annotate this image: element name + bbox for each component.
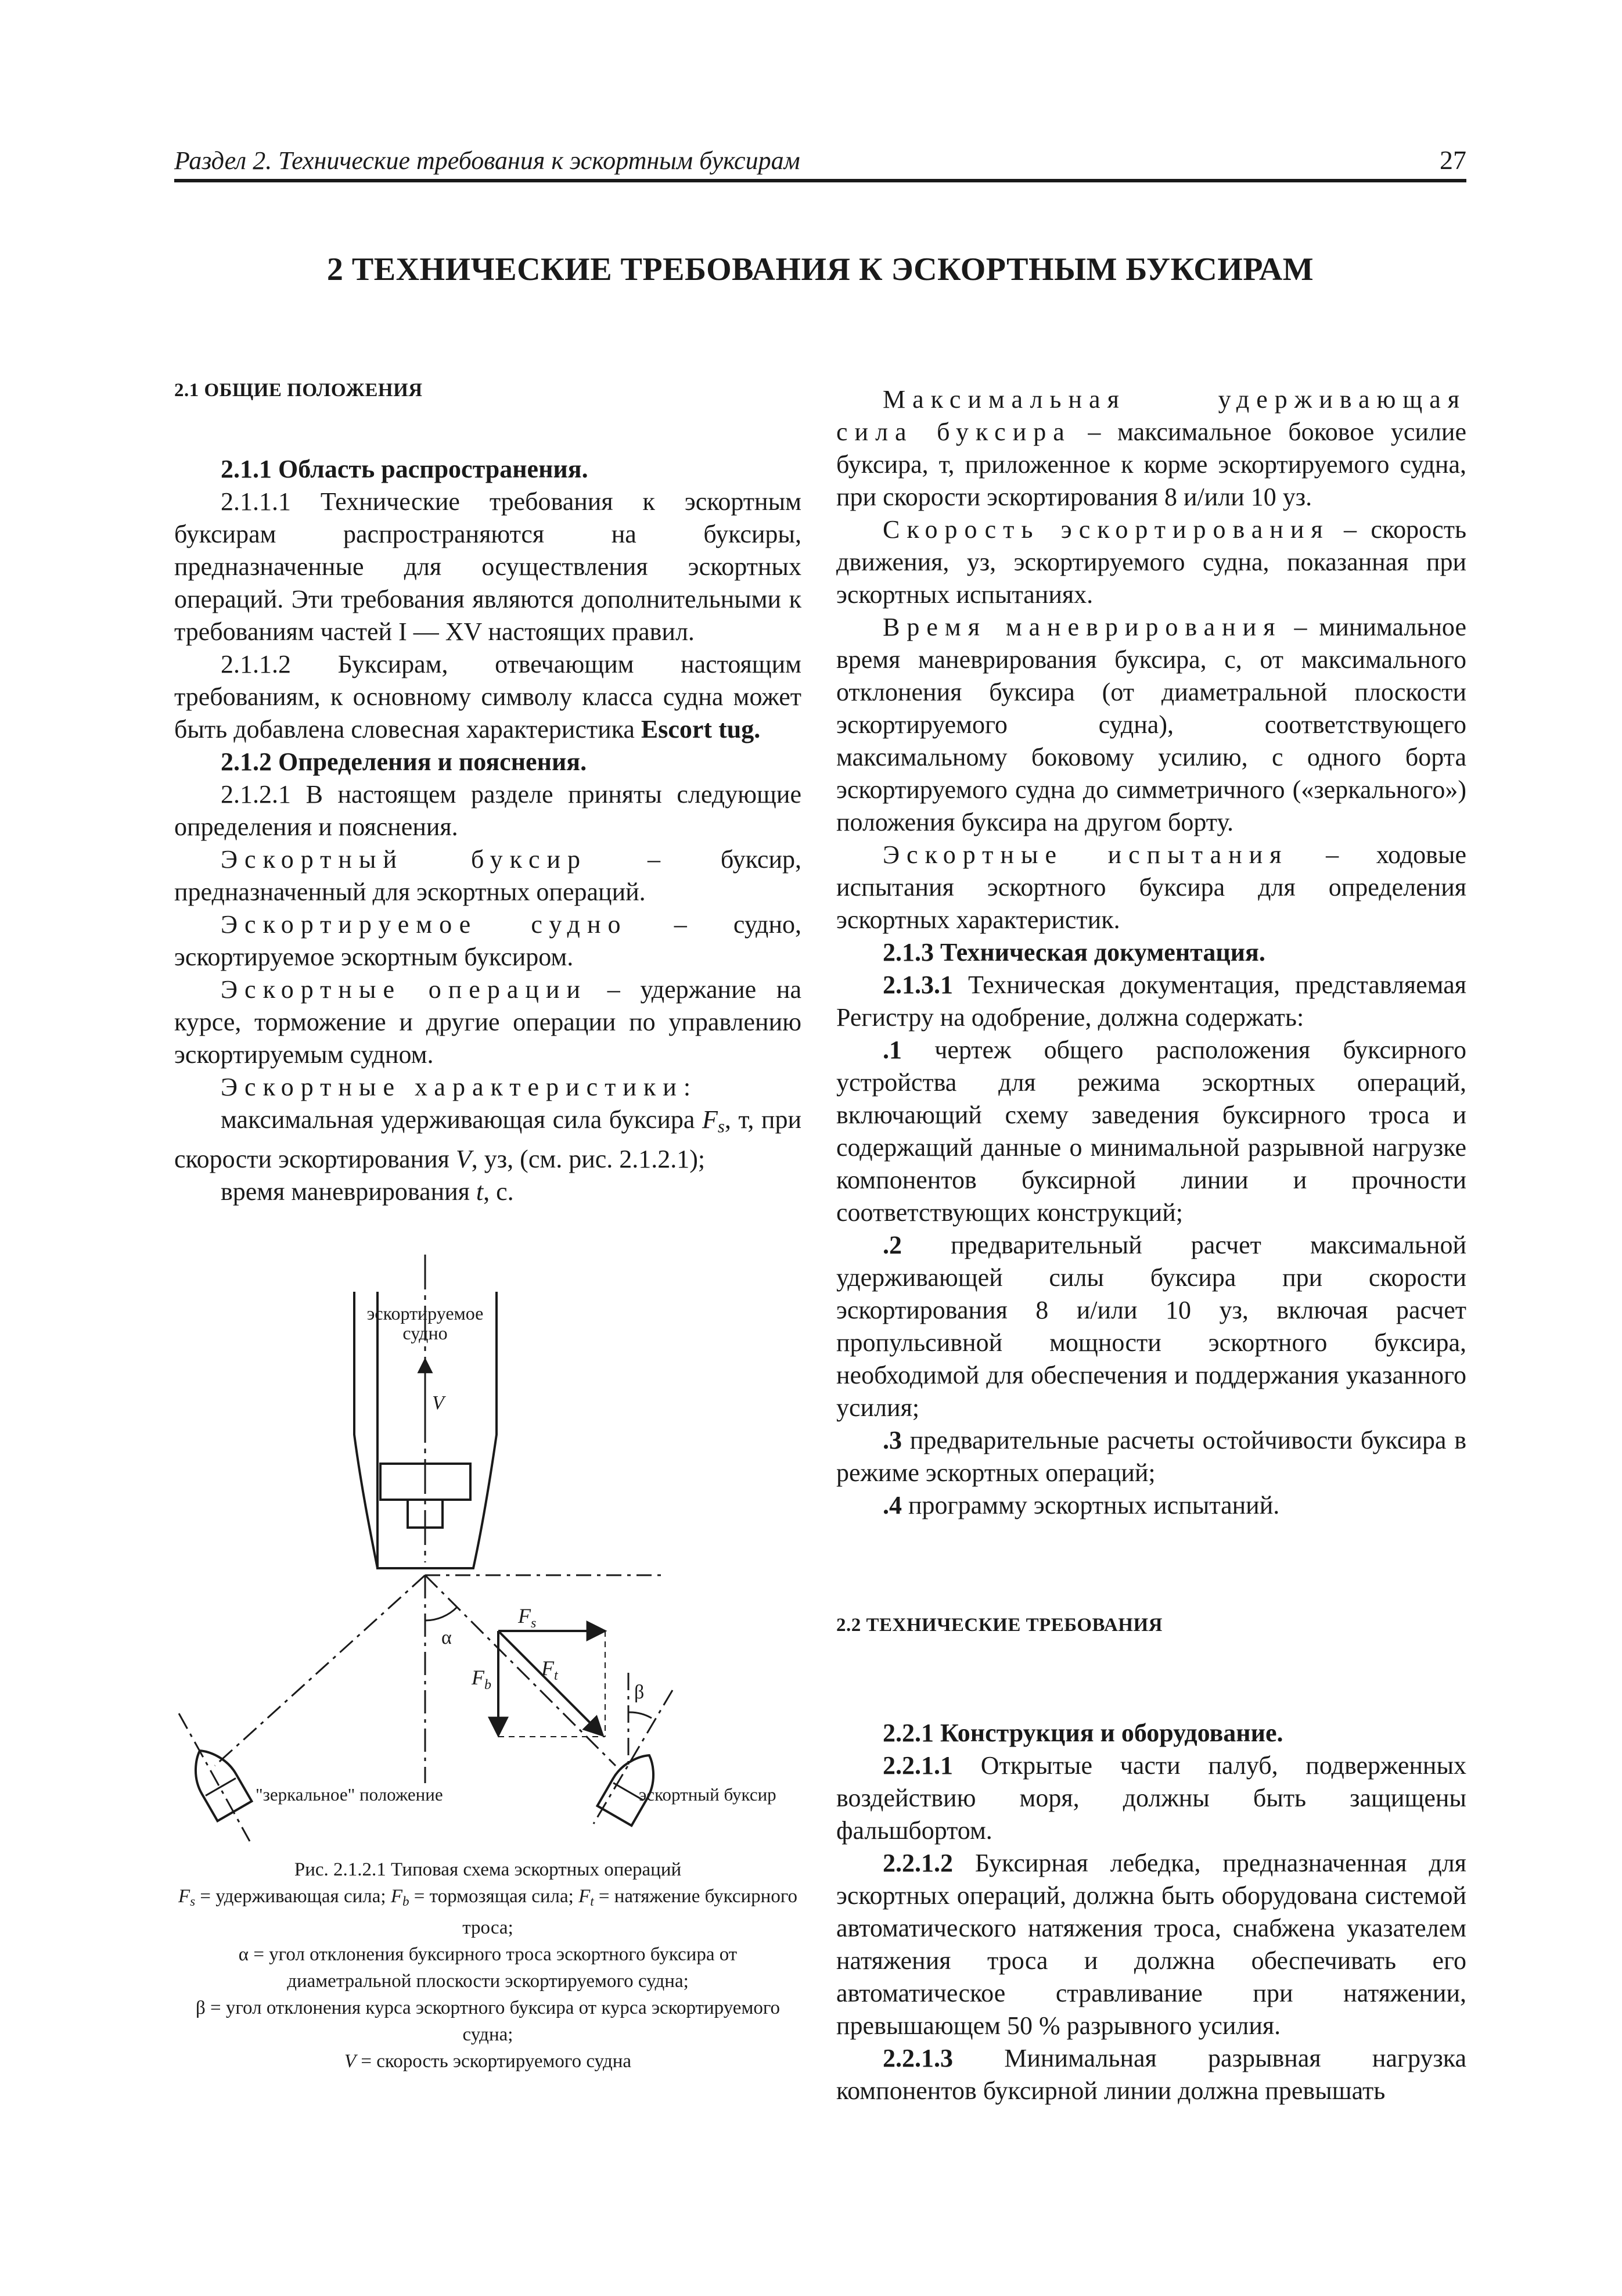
label-escort-tug: эскортный буксир bbox=[639, 1784, 776, 1805]
caption-speed bbox=[174, 2048, 801, 2075]
paragraph-2-2-1-3 bbox=[836, 2042, 1466, 2107]
characteristic-max-force bbox=[174, 1104, 801, 1176]
subsection-title-2-1-1: 2.1.1 Область распространения. bbox=[221, 455, 588, 483]
item-number: .2 bbox=[883, 1231, 902, 1259]
text-part: , уз, (см. рис. 2.1.2.1); bbox=[471, 1144, 706, 1173]
caption-alpha: α = угол отклонения буксирного троса эскортного буксира от диаметральной плоскости эскортируемого судна; bbox=[238, 1943, 738, 1992]
definition-escort-operations bbox=[174, 973, 801, 1071]
paragraph-2-1-3-1 bbox=[836, 969, 1466, 1034]
item-number: .3 bbox=[883, 1426, 902, 1454]
figure-caption bbox=[174, 1856, 801, 2075]
definition-text: – удержание на курсе, торможение и другие операции по управлению эскортируемым судном. bbox=[174, 975, 801, 1069]
definition-text: – судно, эскортируемое эскортным буксиром. bbox=[174, 910, 801, 971]
running-header bbox=[174, 144, 1466, 182]
item-text: программу эскортных испытаний. bbox=[902, 1491, 1280, 1519]
definition-term: Время маневрирования bbox=[883, 613, 1282, 641]
figure-escort-scheme bbox=[174, 1243, 801, 1847]
symbol-F: F bbox=[702, 1105, 718, 1134]
text-part: , т, при скорости эскортирования bbox=[174, 1105, 801, 1173]
left-column bbox=[174, 372, 801, 1208]
text-part: = тормозящая сила; bbox=[409, 1886, 579, 1907]
symbol-subscript: b bbox=[402, 1893, 409, 1909]
paragraph-text: Минимальная разрывная нагрузка компонентов буксирной линии должна превышать bbox=[836, 2044, 1466, 2105]
definition-term: Эскортные испытания bbox=[883, 840, 1289, 869]
symbol-F: F bbox=[178, 1886, 190, 1907]
symbol-V: V bbox=[344, 2050, 357, 2072]
paragraph-number: 2.1.1.1 bbox=[221, 487, 291, 516]
definition-escort-characteristics bbox=[174, 1071, 801, 1104]
subsection-title-2-1-3: 2.1.3 Техническая документация. bbox=[883, 938, 1265, 966]
paragraph-text: Открытые части палуб, подверженных воздействию моря, должны быть защищены фальшбортом. bbox=[836, 1751, 1466, 1845]
subsection-title-2-1-2: 2.1.2 Определения и пояснения. bbox=[221, 748, 587, 776]
definition-term: Эскортные операции bbox=[221, 975, 587, 1004]
section-heading-2-2: 2.2 ТЕХНИЧЕСКИЕ ТРЕБОВАНИЯ bbox=[836, 1615, 1163, 1636]
escort-diagram bbox=[174, 1243, 801, 1847]
definition-term: Эскортный буксир bbox=[221, 845, 588, 874]
alpha-arc bbox=[425, 1607, 457, 1621]
chapter-title: 2 ТЕХНИЧЕСКИЕ ТРЕБОВАНИЯ К ЭСКОРТНЫМ БУКСИРАМ bbox=[326, 251, 1314, 288]
paragraph-2-1-1-1 bbox=[174, 486, 801, 648]
list-item-3 bbox=[836, 1424, 1466, 1489]
definition-escort-speed bbox=[836, 513, 1466, 611]
symbol-subscript: s bbox=[717, 1116, 725, 1137]
definition-colon: : bbox=[683, 1073, 691, 1101]
running-title: Раздел 2. Технические требования к эскортным буксирам bbox=[174, 146, 800, 175]
paragraph-number: 2.1.2.1 bbox=[221, 780, 291, 809]
paragraph-text: Техническая документация, представляемая Регистру на одобрение, должна содержать: bbox=[836, 971, 1466, 1032]
definition-text: – буксир, предназначенный для эскортных операций. bbox=[174, 845, 802, 906]
label-alpha: α bbox=[441, 1627, 452, 1648]
paragraph-number: 2.1.3.1 bbox=[883, 971, 953, 999]
label-fs: $F_s$ bbox=[518, 1604, 537, 1631]
label-mirror-position: "зеркальное" положение bbox=[256, 1784, 443, 1805]
paragraph-number: 2.2.1.2 bbox=[883, 1849, 953, 1877]
characteristic-maneuver-time bbox=[174, 1176, 801, 1208]
paragraph-number: 2.2.1.3 bbox=[883, 2044, 953, 2072]
item-text: предварительный расчет максимальной удерживающей силы буксира при скорости эскортирования 8 и/или 10 уз, включая расчет пропульсивной мощности эскортного буксира, необходимой для обеспечения и поддержания указанного усилия; bbox=[836, 1231, 1466, 1422]
definition-escorted-ship bbox=[174, 908, 801, 973]
text-part: максимальная удерживающая сила буксира bbox=[221, 1105, 702, 1134]
definition-text: – максимальное боковое усилие буксира, т, приложенное к корме эскортируемого судна, при скорости эскортирования 8 и/или 10 уз. bbox=[836, 418, 1466, 511]
paragraph-number: 2.1.1.2 bbox=[221, 650, 291, 678]
subsection-title-2-2-1: 2.2.1 Конструкция и оборудование. bbox=[883, 1719, 1283, 1747]
definition-maneuver-time bbox=[836, 611, 1466, 839]
item-number: .1 bbox=[883, 1036, 902, 1064]
force-ft-arrow bbox=[498, 1631, 603, 1736]
paragraph-text: Технические требования к эскортным буксирам распространяются на буксиры, предназначенные для осуществления эскортных операций. Эти требования являются дополнительными к требованиям частей I — XV настоящих правил. bbox=[174, 487, 801, 646]
caption-forces bbox=[174, 1883, 801, 1941]
class-notation: Escort tug. bbox=[641, 715, 761, 743]
item-text: предварительные расчеты остойчивости буксира в режиме эскортных операций; bbox=[836, 1426, 1466, 1487]
label-ft: $F_t$ bbox=[541, 1657, 558, 1683]
label-escorted-ship-line2: судно bbox=[402, 1323, 448, 1343]
definition-term: Эскортируемое судно bbox=[221, 910, 628, 939]
definition-escort-tug bbox=[174, 843, 801, 908]
ship-hull-left bbox=[377, 1292, 388, 1568]
item-number: .4 bbox=[883, 1491, 902, 1519]
label-speed-v: V bbox=[432, 1392, 444, 1414]
text-part: = удерживающая сила; bbox=[195, 1886, 391, 1907]
symbol-t: t bbox=[476, 1177, 484, 1206]
list-item-4 bbox=[836, 1489, 1466, 1522]
symbol-F: F bbox=[390, 1886, 402, 1907]
symbol-subscript: s bbox=[190, 1893, 196, 1909]
paragraph-text: Буксирная лебедка, предназначенная для эскортных операций, должна быть оборудована системой автоматического натяжения троса, снабжена указателем натяжения троса и должна обеспечивать его автоматическое стравливание при натяжении, превышающем 50 % разрывного усилия. bbox=[836, 1849, 1466, 2040]
paragraph-text: Буксирам, отвечающим настоящим требованиям, к основному символу класса судна может быть добавлена словесная характеристика bbox=[174, 650, 801, 743]
label-beta: β bbox=[634, 1681, 645, 1703]
label-escorted-ship-line1: эскортируемое bbox=[366, 1303, 484, 1324]
definition-escort-trials bbox=[836, 839, 1466, 936]
label-fb: $F_b$ bbox=[472, 1666, 491, 1693]
symbol-V: V bbox=[455, 1144, 472, 1173]
paragraph-2-2-1-2 bbox=[836, 1847, 1466, 2042]
beta-arc bbox=[628, 1712, 652, 1718]
mirror-towline bbox=[215, 1575, 425, 1766]
text-part: = скорость эскортируемого судна bbox=[356, 2050, 632, 2072]
caption-title: Рис. 2.1.2.1 Типовая схема эскортных операций bbox=[294, 1859, 682, 1880]
definition-max-holding-force bbox=[836, 383, 1466, 513]
paragraph-number: 2.2.1.1 bbox=[883, 1751, 953, 1780]
text-part: = натяжение буксирного троса; bbox=[462, 1886, 798, 1938]
section-heading-2-1: 2.1 ОБЩИЕ ПОЛОЖЕНИЯ bbox=[174, 380, 423, 401]
paragraph-2-1-1-2 bbox=[174, 648, 801, 746]
symbol-subscript: t bbox=[590, 1893, 594, 1909]
paragraph-text: В настоящем разделе приняты следующие определения и пояснения. bbox=[174, 780, 801, 841]
paragraph-2-2-1-1 bbox=[836, 1749, 1466, 1847]
list-item-2 bbox=[836, 1229, 1466, 1424]
definition-text: – ходовые испытания эскортного буксира для определения эскортных характеристик. bbox=[836, 840, 1467, 934]
text-part: время маневрирования bbox=[221, 1177, 476, 1206]
definition-term: Максимальная удерживающая сила буксира bbox=[836, 385, 1466, 446]
item-text: чертеж общего расположения буксирного устройства для режима эскортных операций, включающий схему заведения буксирного троса и содержащий данные о минимальной разрывной нагрузке компонентов буксирной линии и прочности соответствующих конструкций; bbox=[836, 1036, 1466, 1227]
caption-beta: β = угол отклонения курса эскортного буксира от курса эскортируемого судна; bbox=[195, 1997, 781, 2045]
definition-text: – минимальное время маневрирования буксира, с, от максимального отклонения буксира (от диаметральной плоскости эскортируемого судна), соответствующего максимальному боковому усилию, с одного борта эскортируемого судна до симметричного («зеркального») положения буксира на другом борту. bbox=[836, 613, 1466, 836]
definition-text: – скорость движения, уз, эскортируемого судна, показанная при эскортных испытаниях. bbox=[836, 515, 1467, 609]
definition-term: Скорость эскортирования bbox=[883, 515, 1330, 544]
text-part: , с. bbox=[483, 1177, 514, 1206]
right-column bbox=[836, 383, 1466, 2107]
paragraph-2-1-2-1 bbox=[174, 778, 801, 843]
list-item-1 bbox=[836, 1034, 1466, 1229]
symbol-F: F bbox=[578, 1886, 591, 1907]
definition-term: Эскортные характеристики bbox=[221, 1073, 684, 1101]
page-number: 27 bbox=[1440, 145, 1466, 175]
